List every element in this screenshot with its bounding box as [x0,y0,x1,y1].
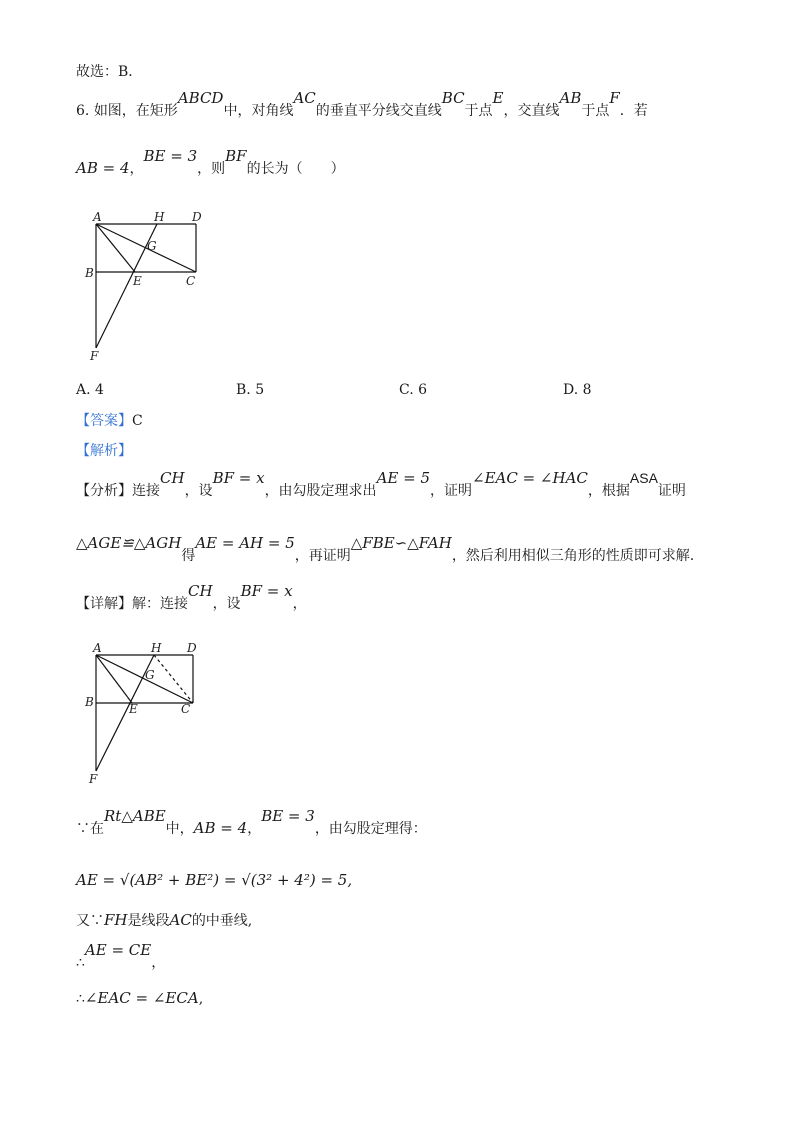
label-h: H [154,210,165,224]
analysis-tag: 【解析】 [76,443,132,459]
option-c: C. 6 [399,382,428,398]
math-ch-2: CH [188,582,213,600]
math-cond-ab: AB = 4 [76,159,130,177]
step-2-formula: AE = √(AB² + BE²) = √(3² + 4²) = 5, [76,871,353,889]
fenxi-line-2: △AGE≌△AGH得AE = AH = 5，再证明△FBE∽△FAH，然后利用相似三角形的性质即可求解. [76,534,695,564]
math-ae-ce: AE = CE [84,941,152,959]
math-cond-be: BE = 3 [143,147,198,165]
label-d: D [192,210,202,224]
math-congruent: △AGE≌△AGH [76,534,182,552]
question-stem-line-1: 6. 如图，在矩形ABCD中，对角线AC的垂直平分线交直线BC于点E，交直线AB于点F．若 [76,89,648,119]
detail-line: 【详解】解：连接CH，设BF = x， [76,582,307,612]
answer-value: C [132,413,143,429]
label-f: F [89,772,98,786]
answer-line [76,411,143,431]
math-line-ab: AB [559,89,582,107]
label-b: B [85,695,94,709]
label-e: E [133,274,142,288]
option-a: A. 4 [76,382,104,398]
math-ch: CH [160,469,185,487]
label-e: E [129,702,138,716]
step-5: ∴∠EAC = ∠ECA, [76,989,204,1007]
question-number: 6. [76,103,90,119]
math-fh: FH [104,911,128,929]
math-be-3: BE = 3 [261,807,315,825]
segment-ae [96,224,135,272]
answer-tag: 【答案】 [76,413,132,429]
geometry-figure-1 [80,205,220,370]
previous-answer: 故选：B． [76,64,143,80]
step-1: ∵在Rt△ABE中，AB = 4，BE = 3，由勾股定理得： [76,807,427,837]
segment-hc-dashed [154,655,193,703]
math-ae-ah: AE = AH = 5 [195,534,295,552]
math-point-e: E [492,89,504,107]
geometry-figure-2 [80,636,220,788]
question-stem-line-2: AB = 4，BE = 3，则BF的长为（ ） [76,147,345,177]
math-ae-5: AE = 5 [376,469,430,487]
label-b: B [85,266,94,280]
label-a: A [93,641,102,655]
option-b: B. 5 [236,382,265,398]
segment-ac [96,224,196,272]
math-point-f: F [609,89,620,107]
math-ab-4: AB = 4 [193,819,248,837]
label-g: G [147,239,157,253]
label-h: H [151,641,162,655]
math-diagonal: AC [293,89,316,107]
math-rt-abe: Rt△ABE [104,807,166,825]
math-angle-eq: ∠EAC = ∠HAC [472,469,588,487]
math-angle-eac-eca: ∠EAC = ∠ECA [84,989,199,1007]
step-4: ∴AE = CE， [76,941,166,971]
math-rect: ABCD [177,89,224,107]
step-3: 又∵FH是线段AC的中垂线, [76,911,253,929]
segment-ae [96,655,132,703]
math-asa: ASA [629,470,658,486]
math-bf-x-2: BF = x [240,582,293,600]
label-c: C [186,274,196,288]
math-line-bc: BC [441,89,465,107]
math-ac: AC [169,911,192,929]
math-bf-x: BF = x [212,469,265,487]
math-target-bf: BF [225,147,247,165]
fenxi-line-1: 【分析】连接CH，设BF = x，由勾股定理求出AE = 5，证明∠EAC = ∠HAC，根据ASA证明 [76,469,686,499]
label-g: G [145,668,155,682]
label-f: F [90,349,99,363]
label-d: D [187,641,197,655]
label-c: C [181,702,191,716]
math-similar: △FBE∽△FAH [350,534,452,552]
option-d: D. 8 [563,382,592,398]
label-a: A [93,210,102,224]
